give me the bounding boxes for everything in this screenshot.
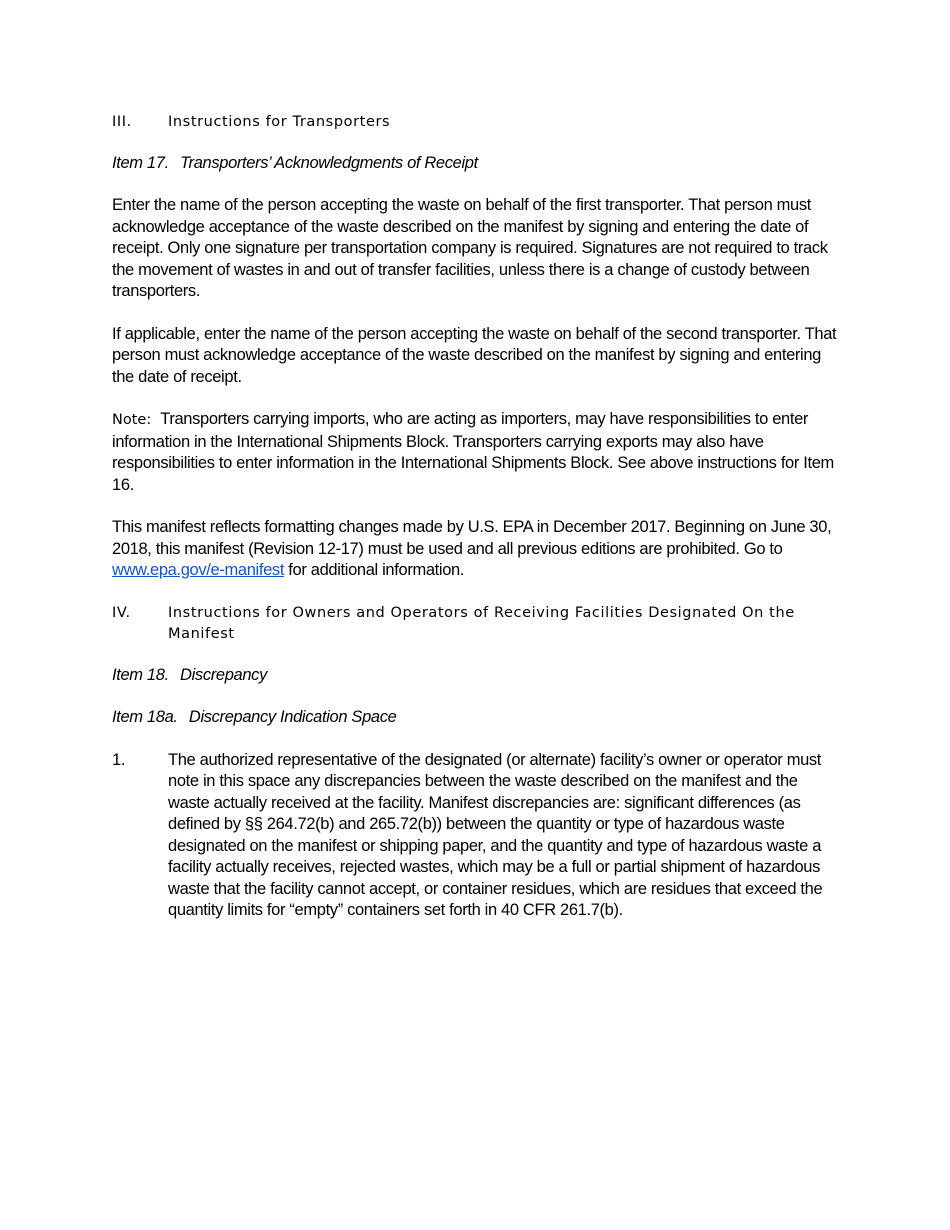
item-label: Item 18a. xyxy=(112,708,178,726)
item-18a-heading xyxy=(112,707,840,729)
list-item-number: 1. xyxy=(112,750,126,769)
note-label: Note: xyxy=(112,412,152,428)
section-title: Instructions for Transporters xyxy=(168,114,391,130)
section-heading-iv xyxy=(112,603,840,646)
section-number: III. xyxy=(112,114,132,130)
revision-text-end: for additional information. xyxy=(284,561,465,579)
paragraph: Enter the name of the person accepting the waste on behalf of the first transporter. That person must acknowledge acceptance of the waste described on the manifest by signing and entering the date of receipt. Only one signature per transportation company is required. Signatures are not required to track the movement of wastes in and out of transfer facilities, unless there is a change of custody between transporters. xyxy=(112,196,828,300)
item-label: Item 18. xyxy=(112,665,169,684)
revision-text: This manifest reflects formatting changes made by U.S. EPA in December 2017. Beginning on June 30, 2018, this manifest (Revision 12-17) must be used and all previous editions are prohibited. Go to xyxy=(112,518,832,558)
item-label: Item 17. xyxy=(112,153,169,172)
list-item xyxy=(112,750,840,922)
item-title: Discrepancy xyxy=(180,665,267,684)
note-paragraph xyxy=(112,409,840,496)
item-title: Transporters’ Acknowledgments of Receipt xyxy=(180,153,478,172)
item-17-heading xyxy=(112,153,840,175)
section-number: IV. xyxy=(112,604,131,621)
note-text: Transporters carrying imports, who are acting as importers, may have responsibilities to enter information in the International Shipments Block. Transporters carrying exports may also have responsibilities to enter information in the International Shipments Block. See above instructions for Item 16. xyxy=(112,410,834,494)
paragraph: If applicable, enter the name of the person accepting the waste on behalf of the second transporter. That person must acknowledge acceptance of the waste described on the manifest by signing and entering the date of receipt. xyxy=(112,324,837,386)
item-title: Discrepancy Indication Space xyxy=(188,708,397,726)
document-page xyxy=(112,112,840,922)
item-18-heading xyxy=(112,665,840,687)
epa-e-manifest-link[interactable]: www.epa.gov/e-manifest xyxy=(112,561,285,579)
revision-paragraph xyxy=(112,517,840,582)
list-item-text: The authorized representative of the designated (or alternate) facility’s owner or operator must note in this space any discrepancies between the waste described on the manifest and the waste actually received at the facility. Manifest discrepancies are: significant differences (as defined by §§ 264.72(b) and 265.72(b)) between the quantity or type of hazardous waste designated on the manifest or shipping paper, and the quantity and type of hazardous waste a facility actually receives, rejected wastes, which may be a full or partial shipment of hazardous waste that the facility cannot accept, or container residues, which are residues that exceed the quantity limits for “empty” containers set forth in 40 CFR 261.7(b). xyxy=(168,750,823,919)
section-title: Instructions for Owners and Operators of Receiving Facilities Designated On the Manifest xyxy=(168,604,795,642)
section-heading-iii xyxy=(112,112,840,134)
